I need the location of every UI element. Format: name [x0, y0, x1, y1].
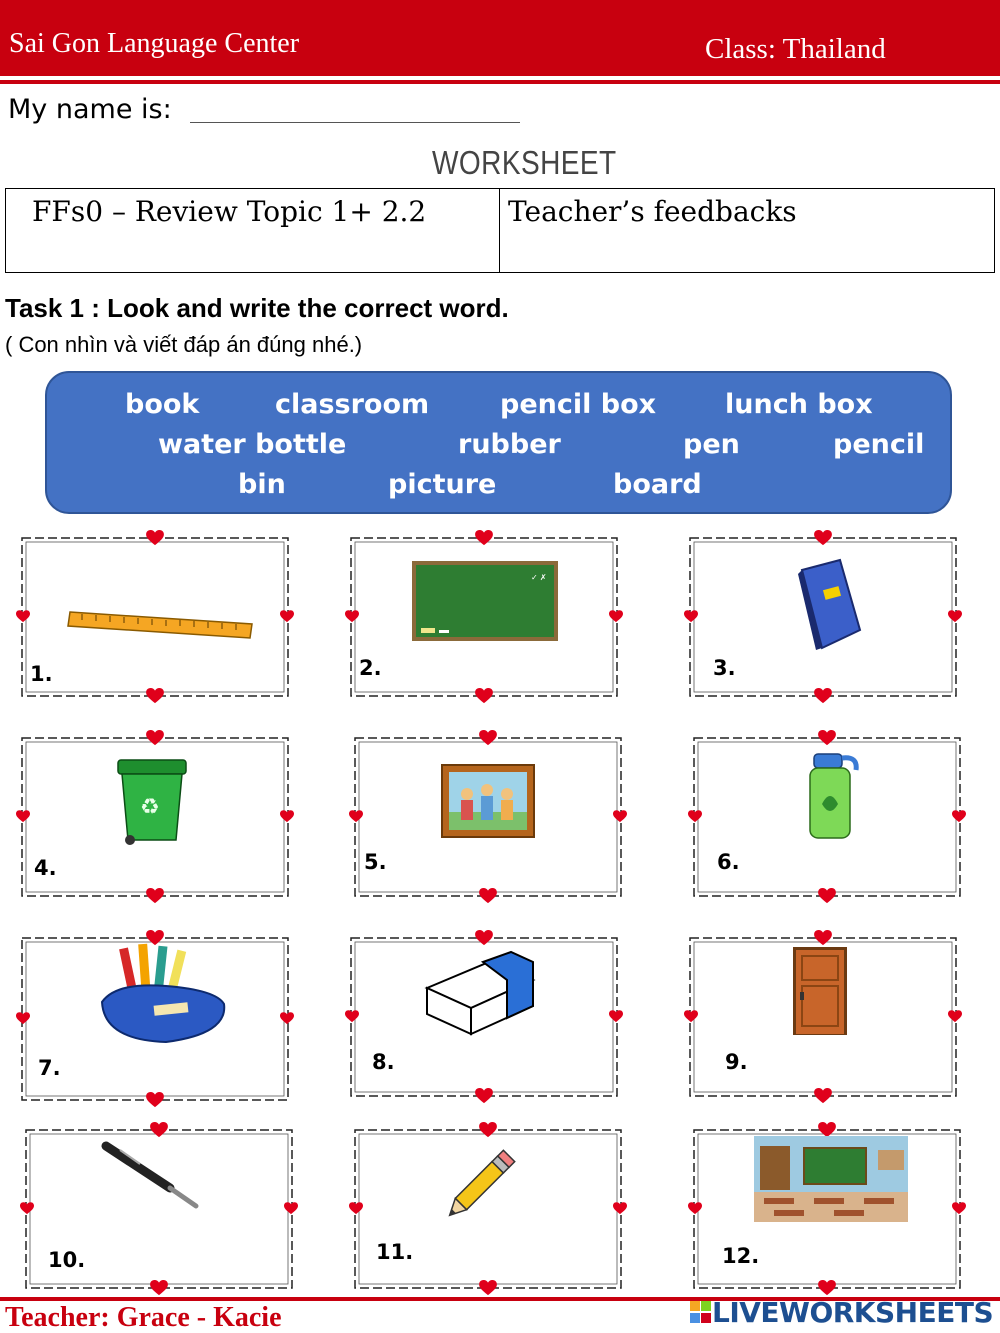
header-divider — [0, 80, 1000, 84]
feedback-cell: Teacher’s feedbacks — [508, 195, 797, 228]
card-1 — [16, 528, 294, 704]
bin-icon — [116, 756, 188, 846]
board-icon — [411, 560, 559, 642]
door-icon — [792, 946, 848, 1036]
book-icon — [796, 558, 862, 650]
topic-cell: FFs0 – Review Topic 1+ 2.2 — [6, 189, 500, 272]
word-pen: pen — [683, 429, 740, 460]
ruler-icon — [66, 598, 256, 640]
rubber-icon — [423, 948, 537, 1038]
word-pencil-box: pencil box — [500, 389, 657, 420]
card-number: 1. — [30, 662, 53, 686]
card-number: 6. — [717, 850, 740, 874]
word-rubber: rubber — [458, 429, 561, 460]
card-8 — [345, 928, 623, 1104]
water-bottle-icon — [806, 752, 862, 842]
svg-text:♻: ♻ — [140, 794, 160, 819]
card-3 — [684, 528, 962, 704]
card-7 — [16, 928, 294, 1108]
word-lunch-box: lunch box — [725, 389, 873, 420]
word-pencil: pencil — [833, 429, 925, 460]
card-number: 2. — [359, 656, 382, 680]
card-2 — [345, 528, 623, 704]
card-6 — [688, 728, 966, 904]
task-title: Task 1 : Look and write the correct word. — [5, 293, 509, 323]
worksheet-title: WORKSHEET — [432, 144, 617, 181]
card-11 — [349, 1120, 627, 1296]
word-classroom: classroom — [275, 389, 430, 420]
card-number: 3. — [713, 656, 736, 680]
task-subtitle: ( Con nhìn và viết đáp án đúng nhé.) — [5, 332, 363, 357]
word-picture: picture — [388, 469, 497, 500]
card-number: 10. — [48, 1248, 86, 1272]
card-5 — [349, 728, 627, 904]
pen-icon — [100, 1140, 204, 1212]
name-label: My name is: — [8, 94, 172, 125]
card-number: 12. — [722, 1244, 760, 1268]
word-book: book — [125, 389, 200, 420]
name-input-line[interactable] — [190, 122, 520, 123]
word-bin: bin — [238, 469, 286, 500]
picture-icon — [441, 764, 535, 838]
card-number: 5. — [364, 850, 387, 874]
card-9 — [684, 928, 962, 1104]
card-number: 8. — [372, 1050, 395, 1074]
liveworksheets-logo — [690, 1296, 993, 1329]
liveworksheets-logo-icon — [690, 1299, 712, 1327]
pencil-icon — [445, 1142, 525, 1218]
word-bank — [45, 371, 952, 514]
center-name: Sai Gon Language Center — [9, 28, 300, 59]
pencil-box-icon — [96, 942, 230, 1046]
info-table — [5, 188, 995, 273]
card-number: 9. — [725, 1050, 748, 1074]
liveworksheets-brand: LIVEWORKSHEETS — [712, 1296, 994, 1329]
classroom-icon — [754, 1136, 908, 1222]
card-number: 11. — [376, 1240, 414, 1264]
svg-text:✓ ✗: ✓ ✗ — [531, 573, 547, 582]
word-board: board — [613, 469, 702, 500]
teacher-name: Teacher: Grace - Kacie — [5, 1302, 282, 1333]
word-water-bottle: water bottle — [158, 429, 347, 460]
card-number: 4. — [34, 856, 57, 880]
card-12 — [688, 1120, 966, 1296]
card-number: 7. — [38, 1056, 61, 1080]
class-label: Class: Thailand — [705, 33, 886, 65]
card-4 — [16, 728, 294, 904]
card-10 — [20, 1120, 298, 1296]
